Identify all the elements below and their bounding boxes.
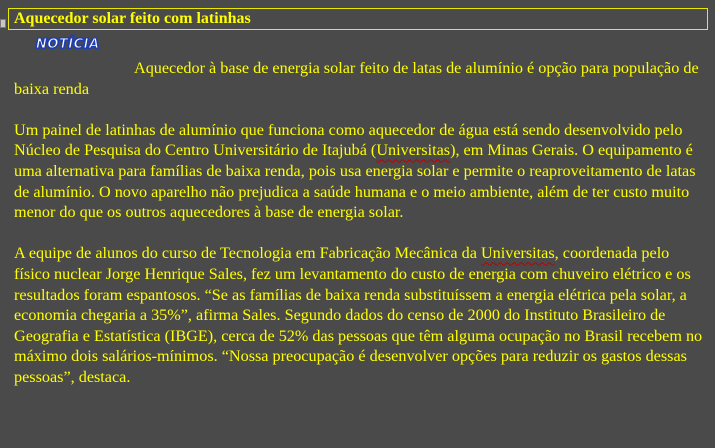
article-body <box>14 58 708 388</box>
article-title: Aquecedor solar feito com latinhas <box>8 8 708 30</box>
news-badge: NOTÍCIA <box>36 37 100 52</box>
paragraph-2-text-a: A equipe de alunos do curso de Tecnologia em Fabricação Mecânica da <box>14 244 481 263</box>
anchor-icon[interactable] <box>0 19 6 28</box>
spellcheck-word: Universitas <box>376 141 451 160</box>
paragraph-spacer <box>14 99 708 120</box>
paragraph-1 <box>14 120 708 223</box>
paragraph-2 <box>14 243 708 387</box>
paragraph-spacer <box>14 223 708 244</box>
paragraph-1-text-a: Um painel de latinhas de alumínio que funciona como aquecedor de água está sendo desenvolvido pelo Núcleo de Pesquisa do Centro Universitário de Itajubá ( <box>14 120 683 160</box>
spellcheck-word: Universitas <box>480 244 555 263</box>
article-subtitle: Aquecedor à base de energia solar feito de latas de alumínio é opção para população de baixa renda <box>14 59 699 98</box>
paragraph-1-text-c: ), em Minas Gerais. O equipamento é uma alternativa para famílias de baixa renda, pois usa energia solar e permite o reaproveitamento de latas de alumínio. O novo aparelho não prejudica a saúde humana e o meio ambiente, além de ter custo muito menor do que os outros aquecedores à base de energia solar. <box>14 141 696 222</box>
paragraph-2-text-c: , coordenada pelo físico nuclear Jorge Henrique Sales, fez um levantamento do custo de energia com chuveiro elétrico e os resultados foram espantosos. “Se as famílias de baixa renda substituíssem a energia elétrica pela solar, a economia chegaria a 35%”, afirma Sales. Segundo dados do censo de 2000 do Instituto Brasileiro de Geografia e Estatística (IBGE), cerca de 52% das pessoas que têm alguma ocupação no Brasil recebem no máximo dois salários-mínimos. “Nossa preocupação é desenvolver opções para reduzir os gastos dessas pessoas”, destaca. <box>14 244 703 386</box>
